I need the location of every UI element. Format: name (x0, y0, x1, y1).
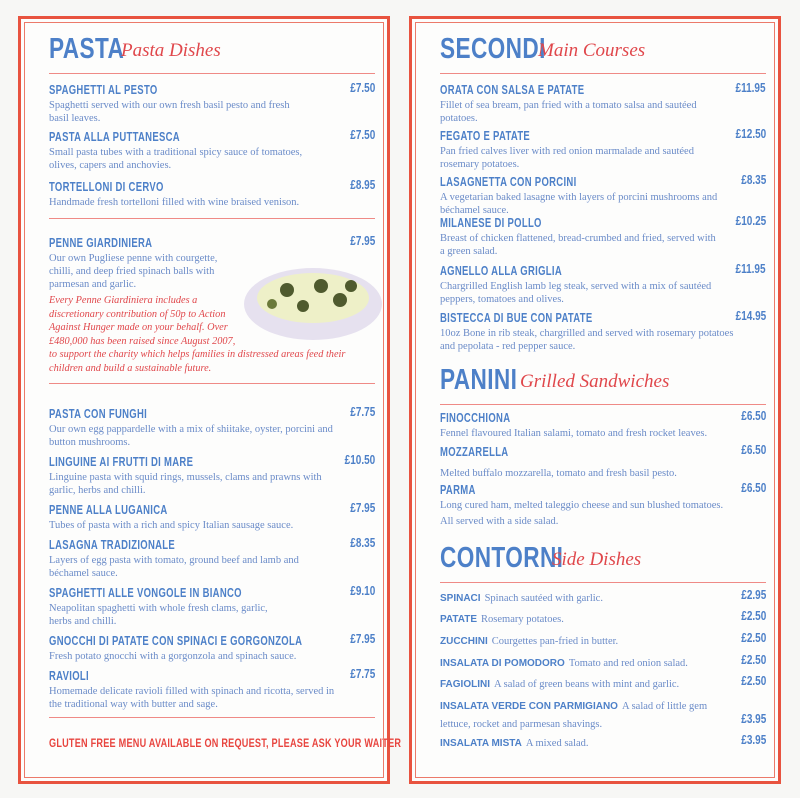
item-name: TORTELLONI DI CERVO (49, 180, 164, 194)
divider (440, 404, 766, 405)
item-description: Spaghetti served with our own fresh basil pesto and fresh basil leaves. (49, 100, 290, 124)
item-description: Our own Pugliese penne with courgette, chilli, and deep fried spinach balls with parmesan and garlic. (49, 253, 218, 290)
charity-note-text: Every Penne Giardiniera includes a discretionary contribution of 50p to Action Against Hunger made on your behalf. Over £480,000 has been raised since August 2007, to support the charity which helps families in distressed areas feed their children and build a sustainable future. (49, 295, 346, 374)
item-description: A salad of little gem lettuce, rocket and parmesan shavings. (440, 701, 708, 730)
contorni-header (440, 542, 642, 575)
item-description: Fillet of sea bream, pan fried with a tomato salsa and sautéed potatoes. (440, 100, 697, 124)
item-name: PATATE (440, 614, 478, 625)
menu-item (440, 733, 766, 751)
item-name: AGNELLO ALLA GRIGLIA (440, 264, 563, 278)
item-name: RAVIOLI (49, 669, 89, 683)
item-name: INSALATA VERDE CON PARMIGIANO (440, 701, 618, 712)
menu-item (49, 178, 375, 209)
item-name: FAGIOLINI (440, 679, 490, 690)
item-price: £11.95 (735, 81, 766, 95)
item-price: £7.75 (349, 405, 375, 419)
item-price: £7.95 (349, 234, 375, 248)
item-price: £7.50 (349, 128, 375, 142)
item-price: £8.35 (740, 173, 766, 187)
item-description: Melted buffalo mozzarella, tomato and fresh basil pesto. (440, 468, 677, 479)
item-description: Breast of chicken flattened, bread-crumbed and fried, served with a green salad. (440, 233, 716, 257)
item-price: £12.50 (735, 127, 766, 141)
section-subtitle: Side Dishes (552, 549, 642, 570)
item-name: INSALATA MISTA (440, 738, 522, 749)
item-name: PENNE GIARDINIERA (49, 236, 153, 250)
item-price: £2.50 (740, 674, 766, 688)
menu-item (49, 632, 375, 663)
menu-item (49, 584, 375, 628)
menu-item (440, 631, 766, 649)
menu-item (440, 262, 766, 306)
item-description: A vegetarian baked lasagne with layers of porcini mushrooms and béchamel sauce. (440, 192, 718, 216)
menu-item (440, 588, 766, 606)
menu-item (49, 81, 375, 125)
section-title: SECONDI (440, 33, 546, 65)
item-price: £3.95 (740, 733, 766, 747)
item-name: ORATA CON SALSA E PATATE (440, 83, 585, 97)
item-name: SPINACI (440, 593, 481, 604)
item-price: £2.50 (740, 631, 766, 645)
menu-item (440, 481, 766, 512)
gluten-free-note: GLUTEN FREE MENU AVAILABLE ON REQUEST, PLEASE ASK YOUR WAITER (49, 736, 402, 750)
item-name: ZUCCHINI (440, 636, 488, 647)
penne-dish-image (243, 260, 383, 344)
item-price: £10.25 (735, 214, 766, 228)
item-price: £14.95 (735, 309, 766, 323)
item-description: Neapolitan spaghetti with whole fresh clams, garlic, herbs and chilli. (49, 603, 268, 627)
item-price: £7.95 (349, 501, 375, 515)
item-price: £2.50 (740, 609, 766, 623)
item-description: Fresh potato gnocchi with a gorgonzola and spinach sauce. (49, 651, 297, 662)
item-price: £10.50 (344, 453, 375, 467)
item-name: LASAGNA TRADIZIONALE (49, 538, 176, 552)
item-name: MOZZARELLA (440, 445, 509, 459)
item-name: PASTA CON FUNGHI (49, 407, 148, 421)
item-price: £8.95 (349, 178, 375, 192)
menu-item (440, 214, 766, 258)
item-description: Chargrilled English lamb leg steak, served with a mix of sautéed peppers, tomatoes and olives. (440, 281, 712, 305)
section-title: PANINI (440, 364, 518, 396)
menu-item (440, 609, 766, 627)
mains-menu-panel (409, 16, 781, 784)
panini-note: All served with a side salad. (440, 516, 559, 527)
divider (49, 383, 375, 384)
section-subtitle: Main Courses (538, 40, 646, 61)
item-description: Tubes of pasta with a rich and spicy Italian sausage sauce. (49, 520, 294, 531)
item-name: MILANESE DI POLLO (440, 216, 542, 230)
section-title: CONTORNI (440, 542, 564, 574)
section-subtitle: Pasta Dishes (121, 40, 221, 61)
section-subtitle: Grilled Sandwiches (520, 371, 670, 392)
item-name: SPAGHETTI AL PESTO (49, 83, 158, 97)
menu-item (49, 536, 375, 580)
secondi-header (440, 33, 646, 66)
menu-item (49, 405, 375, 449)
item-price: £9.10 (349, 584, 375, 598)
item-price: £11.95 (735, 262, 766, 276)
menu-item (440, 653, 766, 671)
menu-item (440, 409, 766, 440)
item-description: Pan fried calves liver with red onion marmalade and sautéed rosemary potatoes. (440, 146, 694, 170)
divider (49, 73, 375, 74)
item-price: £6.50 (740, 481, 766, 495)
pasta-header (49, 33, 221, 66)
menu-item (440, 674, 766, 692)
menu-item (440, 696, 766, 732)
item-description: Tomato and red onion salad. (568, 658, 688, 669)
item-description: Linguine pasta with squid rings, mussels, clams and prawns with garlic, herbs and chilli. (49, 472, 322, 496)
item-price: £6.50 (740, 409, 766, 423)
item-description: Long cured ham, melted taleggio cheese and sun blushed tomatoes. (440, 500, 724, 511)
item-description: A salad of green beans with mint and garlic. (494, 679, 680, 690)
menu-item (49, 667, 375, 711)
menu-item (440, 127, 766, 171)
item-price: £7.50 (349, 81, 375, 95)
item-price: £6.50 (740, 443, 766, 457)
item-description: Homemade delicate ravioli filled with spinach and ricotta, served in the traditional way with butter and sage. (49, 686, 335, 710)
item-price: £2.50 (740, 653, 766, 667)
item-name: PARMA (440, 483, 476, 497)
panini-header (440, 364, 670, 397)
item-name: LASAGNETTA CON PORCINI (440, 175, 577, 189)
item-name: INSALATA DI POMODORO (440, 658, 565, 669)
divider (49, 218, 375, 219)
divider (440, 73, 766, 74)
item-description: Fennel flavoured Italian salami, tomato and fresh rocket leaves. (440, 428, 708, 439)
item-price: £7.75 (349, 667, 375, 681)
menu-item (440, 81, 766, 125)
item-price: £8.35 (349, 536, 375, 550)
item-name: SPAGHETTI ALLE VONGOLE IN BIANCO (49, 586, 242, 600)
item-description: Layers of egg pasta with tomato, ground beef and lamb and béchamel sauce. (49, 555, 299, 579)
menu-item (49, 501, 375, 532)
item-description: Spinach sautéed with garlic. (484, 593, 603, 604)
item-name: BISTECCA DI BUE CON PATATE (440, 311, 593, 325)
item-name: GNOCCHI DI PATATE CON SPINACI E GORGONZOLA (49, 634, 303, 648)
item-description: Rosemary potatoes. (481, 614, 564, 625)
item-description: Courgettes pan-fried in butter. (491, 636, 619, 647)
menu-item (49, 128, 375, 172)
divider (49, 717, 375, 718)
item-price: £7.95 (349, 632, 375, 646)
menu-item (440, 309, 766, 353)
item-description: Small pasta tubes with a traditional spicy sauce of tomatoes, olives, capers and anchovies. (49, 147, 303, 171)
item-description: Handmade fresh tortelloni filled with wine braised venison. (49, 197, 300, 208)
menu-item (49, 453, 375, 497)
divider (440, 582, 766, 583)
item-description: 10oz Bone in rib steak, chargrilled and served with rosemary potatoes and pepolata - red pepper sauce. (440, 328, 734, 352)
pasta-menu-panel (18, 16, 402, 784)
menu-item (440, 173, 766, 217)
item-name: FEGATO E PATATE (440, 129, 531, 143)
item-name: PENNE ALLA LUGANICA (49, 503, 168, 517)
item-description: Our own egg pappardelle with a mix of shiitake, oyster, porcini and button mushrooms. (49, 424, 333, 448)
section-title: PASTA (49, 33, 125, 65)
item-name: LINGUINE AI FRUTTI DI MARE (49, 455, 194, 469)
menu-item (440, 443, 766, 480)
item-description: A mixed salad. (525, 738, 589, 749)
item-name: PASTA ALLA PUTTANESCA (49, 130, 180, 144)
item-price: £3.95 (740, 712, 766, 726)
item-name: FINOCCHIONA (440, 411, 511, 425)
item-price: £2.95 (740, 588, 766, 602)
